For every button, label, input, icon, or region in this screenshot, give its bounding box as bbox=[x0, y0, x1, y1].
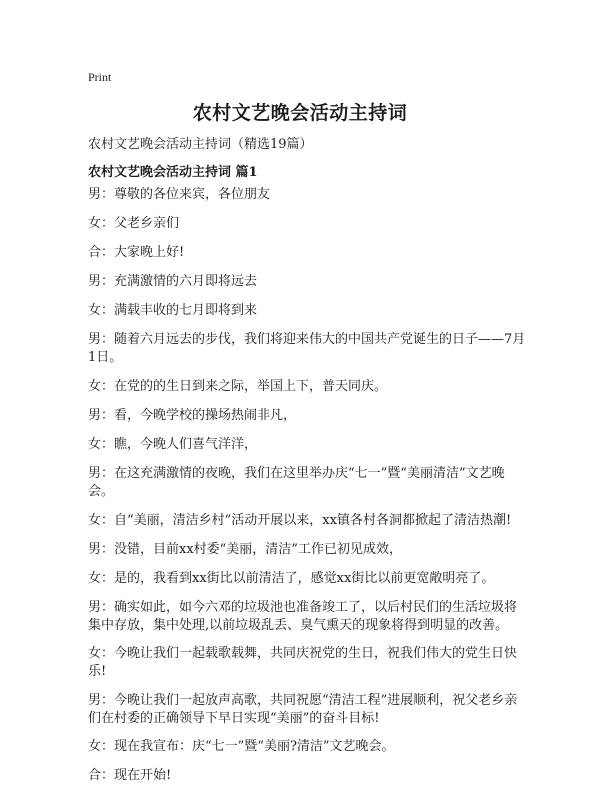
dialogue-line: 合：大家晚上好! bbox=[88, 245, 185, 260]
dialogue-line: 男：今晚让我们一起放声高歌，共同祝愿“清洁工程”进展顺利，祝父老乡亲们在村委的正确领导下早日实现“美丽”的奋斗目标! bbox=[88, 693, 518, 726]
dialogue-line: 男：看，今晚学校的操场热闹非凡， bbox=[88, 408, 297, 423]
dialogue-line: 合：现在开始! bbox=[88, 768, 172, 783]
dialogue-line: 女：现在我宣布：庆“七一”暨“美丽?清洁”文艺晚会。 bbox=[88, 739, 395, 754]
dialogue-line: 女：满载丰收的七月即将到来 bbox=[88, 303, 258, 318]
dialogue-line: 女：今晚让我们一起载歌载舞，共同庆祝党的生日，祝我们伟大的党生日快乐! bbox=[88, 646, 518, 679]
section-heading: 农村文艺晚会活动主持词 篇1 bbox=[88, 165, 258, 180]
dialogue-line: 女：是的，我看到xx街比以前清洁了，感觉xx街比以前更宽敞明亮了。 bbox=[88, 571, 495, 586]
dialogue-line: 男：充满激情的六月即将远去 bbox=[88, 274, 258, 289]
print-link[interactable]: Print bbox=[88, 70, 112, 84]
dialogue-line: 男：确实如此，如今六邓的垃圾池也准备竣工了，以后村民们的生活垃圾将集中存放，集中处理,以前垃圾乱丢、臭气熏天的现象将得到明显的改善。 bbox=[88, 600, 518, 633]
dialogue-line: 女：父老乡亲们 bbox=[88, 216, 180, 231]
dialogue-line: 男：没错，目前xx村委“美丽，清洁”工作已初见成效， bbox=[88, 542, 402, 557]
document-subtitle: 农村文艺晚会活动主持词（精选19篇） bbox=[88, 137, 313, 152]
dialogue-line: 女：瞧，今晚人们喜气洋洋， bbox=[88, 437, 258, 452]
dialogue-list bbox=[88, 186, 528, 796]
dialogue-line: 男：随着六月远去的步伐，我们将迎来伟大的中国共产党诞生的日子——7月1日。 bbox=[88, 332, 526, 365]
dialogue-line: 男：尊敬的各位来宾，各位朋友 bbox=[88, 187, 271, 202]
dialogue-line: 男：在这充满激情的夜晚，我们在这里举办庆“七一”暨“美丽清洁”文艺晚会。 bbox=[88, 466, 505, 499]
dialogue-line: 女：在党的的生日到来之际，举国上下，普天同庆。 bbox=[88, 379, 388, 394]
dialogue-line: 女：自“美丽，清洁乡村”活动开展以来，xx镇各村各洞都掀起了清洁热潮! bbox=[88, 513, 512, 528]
page-title: 农村文艺晚会活动主持词 bbox=[192, 102, 408, 124]
